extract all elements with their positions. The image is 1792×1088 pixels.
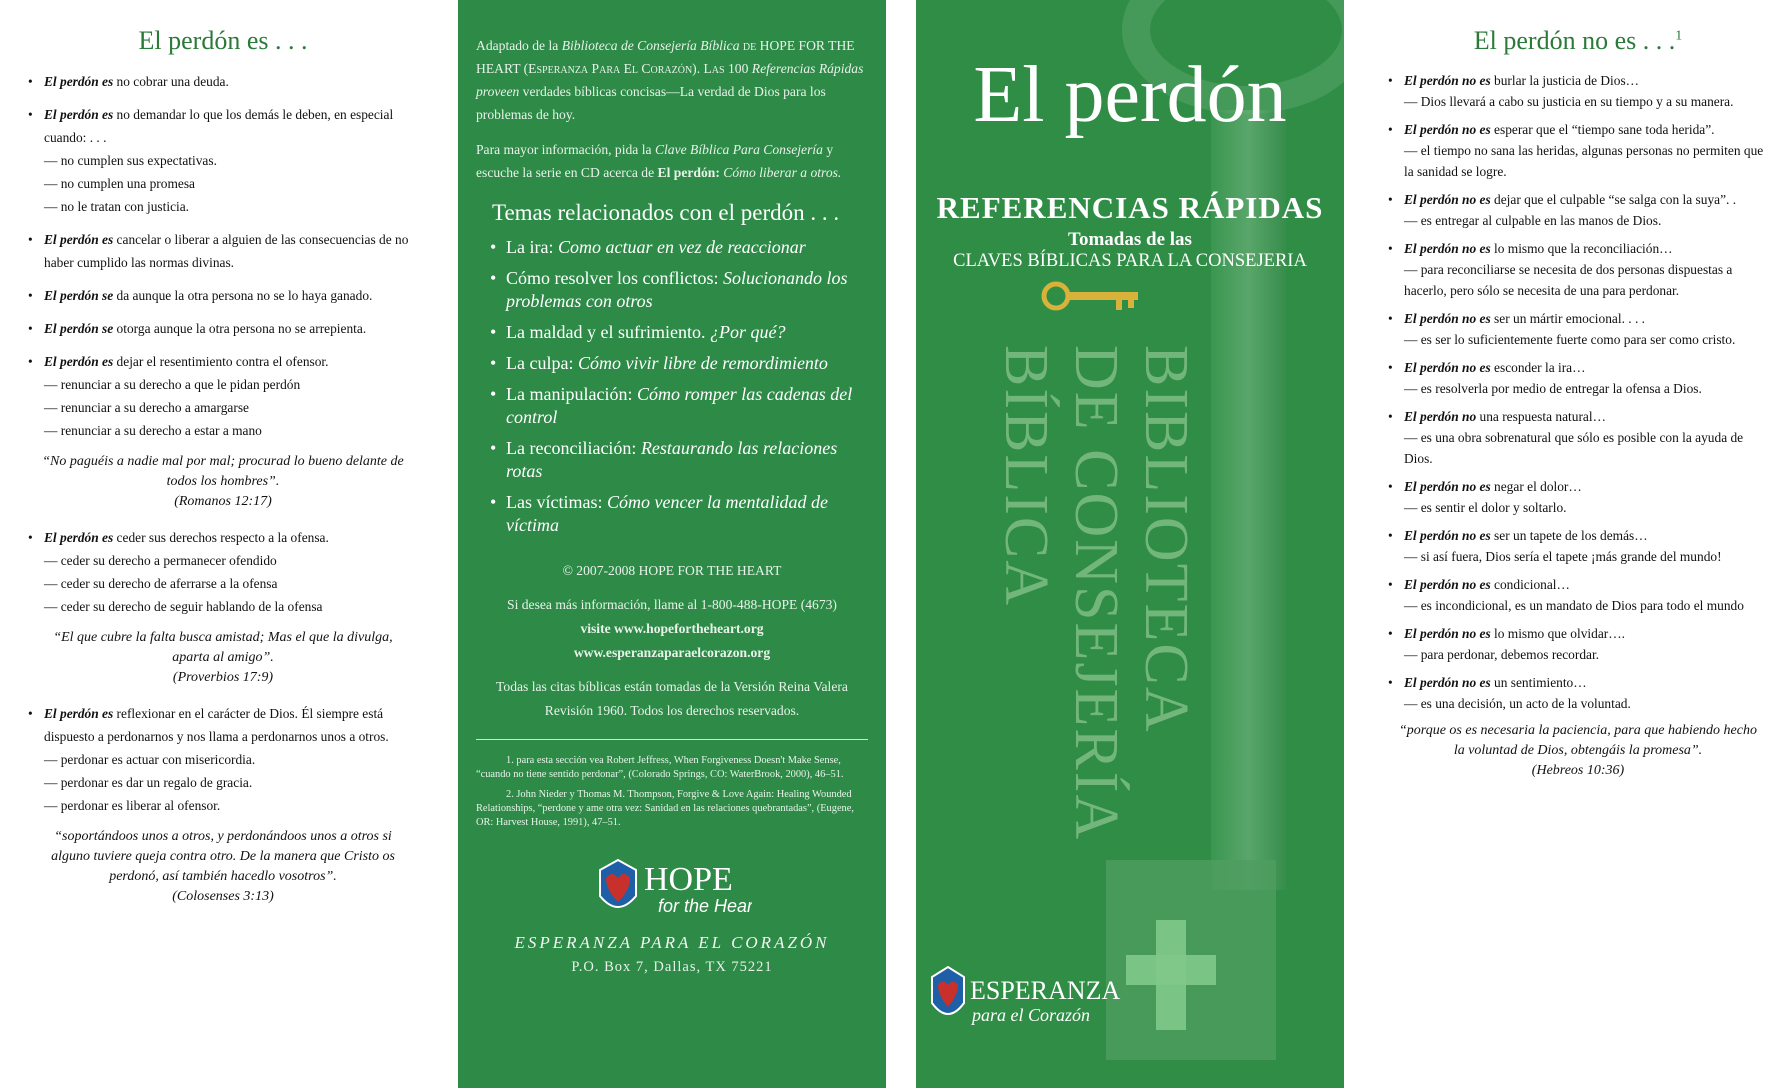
- related-topics-title: Temas relacionados con el perdón . . .: [492, 200, 840, 225]
- sub-item: — ceder su derecho a permanecer ofendido: [44, 553, 277, 568]
- website-link[interactable]: visite www.hopefortheheart.org: [580, 621, 764, 636]
- intro-paragraph-1: Adaptado de la Biblioteca de Consejería Bíblica de HOPE FOR THE HEART (Esperanza Para El Corazón). Las 100 Referencias Rápidas proveen verdades bíblicas concisas—La verdad de Dios para los problemas de hoy.: [476, 38, 864, 122]
- related-topic[interactable]: • La reconciliación: Restaurando las relaciones rotas: [492, 437, 868, 483]
- quote-romanos: “No paguéis a nadie mal por mal; procurad lo bueno delante de todos los hombres”. (Romanos 12:17): [42, 454, 404, 509]
- svg-text:ESPERANZA: ESPERANZA: [970, 976, 1121, 1005]
- panel-forgiveness-is: [28, 0, 418, 1088]
- sub-item: — renunciar a su derecho a amargarse: [44, 400, 249, 415]
- sub-item: — para reconciliarse se necesita de dos personas dispuestas a hacerlo, pero sólo se necesita de una para perdonar.: [1404, 262, 1733, 298]
- list-forgiveness-is-2: [28, 526, 418, 618]
- quote-proverbios: “El que cubre la falta busca amistad; Mas el que la divulga, aparta al amigo”. (Proverbios 17:9): [53, 630, 393, 685]
- sub-item: — perdonar es actuar con misericordia.: [44, 752, 256, 767]
- quote-colosenses: “soportándoos unos a otros, y perdonándoos unos a otros si alguno tuviere queja contra otro. De la manera que Cristo os perdonó, así también hacedlo vosotros”. (Colosenses 3:13): [51, 829, 395, 904]
- list-item: • El perdón no es burlar la justicia de Dios… — Dios llevará a cabo su justicia en su tiempo y a su manera.: [1388, 70, 1768, 112]
- sub-item: — es una obra sobrenatural que sólo es posible con la ayuda de Dios.: [1404, 430, 1744, 466]
- sub-item: — perdonar es liberar al ofensor.: [44, 798, 221, 813]
- sub-item: — no cumplen una promesa: [44, 176, 195, 191]
- list-item: • El perdón no es un sentimiento… — es una decisión, un acto de la voluntad.: [1388, 672, 1768, 714]
- list-item: • El perdón no es ser un tapete de los demás… — si así fuera, Dios sería el tapete ¡más grande del mundo!: [1388, 525, 1768, 567]
- sub-item: — renunciar a su derecho a estar a mano: [44, 423, 262, 438]
- list-item: • El perdón no es lo mismo que olvidar…. — para perdonar, debemos recordar.: [1388, 623, 1768, 665]
- divider: [476, 739, 868, 740]
- rights-statement: Todas las citas bíblicas están tomadas de la Versión Reina Valera Revisión 1960. Todos los derechos reservados.: [496, 679, 848, 718]
- website-link-es[interactable]: www.esperanzaparaelcorazon.org: [573, 645, 771, 660]
- esperanza-tagline: ESPERANZA PARA EL CORAZÓN: [514, 933, 830, 952]
- panel-title-not: El perdón no es . . .$^1$: [1473, 26, 1683, 55]
- cover-title: El perdón: [973, 51, 1287, 139]
- footnote-2: 2. John Nieder y Thomas M. Thompson, Forgive & Love Again: Healing Wounded Relationships, “perdone y ame otra vez: Sanidad en las relaciones quebrantadas”, (Eugene, OR: Harvest House, 1991), 47–51.: [476, 789, 854, 828]
- footnote-1: 1. para esta sección vea Robert Jeffress, When Forgiveness Doesn't Make Sense, “cuando no tiene sentido perdonar”, (Colorado Springs, CO: WaterBrook, 2000), 46–51.: [476, 755, 844, 780]
- list-item: • El perdón no es condicional… — es incondicional, es un mandato de Dios para todo el mundo: [1388, 574, 1768, 616]
- sub-item: — es una decisión, un acto de la voluntad.: [1404, 696, 1631, 711]
- panel-cover: [916, 0, 1344, 1088]
- panel-title: El perdón es . . .: [138, 26, 308, 55]
- sub-item: — renunciar a su derecho a que le pidan perdón: [44, 377, 301, 392]
- list-item: • El perdón no es ser un mártir emocional. . . . — es ser lo suficientemente fuerte como para ser como cristo.: [1388, 308, 1768, 350]
- list-item: • El perdón no una respuesta natural… — es una obra sobrenatural que sólo es posible con la ayuda de Dios.: [1388, 406, 1768, 469]
- mailing-address: P.O. Box 7, Dallas, TX 75221: [571, 959, 773, 975]
- list-item: • El perdón es ceder sus derechos respecto a la ofensa. — ceder su derecho a permanecer ofendido — ceder su derecho de aferrarse a la ofensa — ceder su derecho de seguir hablando de la ofensa: [28, 526, 418, 618]
- related-topic[interactable]: • La maldad y el sufrimiento. ¿Por qué?: [492, 321, 868, 344]
- list-item: • El perdón no es lo mismo que la reconciliación… — para reconciliarse se necesita de dos personas dispuestas a hacerlo, pero sólo se necesita de una para perdonar.: [1388, 238, 1768, 301]
- sub-item: — es entregar al culpable en las manos de Dios.: [1404, 213, 1662, 228]
- list-item: • El perdón es no cobrar una deuda.: [28, 74, 229, 89]
- panel-info: [458, 0, 886, 1088]
- quote-hebreos: “porque os es necesaria la paciencia, para que habiendo hecho la voluntad de Dios, obtengáis la promesa”. (Hebreos 10:36): [1399, 723, 1757, 778]
- list-item: • El perdón es dejar el resentimiento contra el ofensor. — renunciar a su derecho a que le pidan perdón — renunciar a su derecho a amargarse — renunciar a su derecho a estar a mano: [28, 350, 418, 442]
- svg-text:para el Corazón: para el Corazón: [972, 1005, 1091, 1025]
- intro-paragraph-2: Para mayor información, pida la Clave Bíblica Para Consejería y escuche la serie en CD acerca de El perdón: Cómo liberar a otros.: [476, 142, 842, 180]
- copyright: © 2007-2008 HOPE FOR THE HEART: [562, 563, 782, 578]
- hope-logo: [476, 856, 868, 927]
- panel-forgiveness-is-not: [1388, 0, 1768, 1088]
- list-item: • El perdón es no demandar lo que los demás le deben, en especial cuando: . . . — no cumplen sus expectativas. — no cumplen una promesa — no le tratan con justicia.: [28, 103, 418, 218]
- list-item: • El perdón no es negar el dolor… — es sentir el dolor y soltarlo.: [1388, 476, 1768, 518]
- list-forgiveness-is-3: [28, 702, 418, 817]
- list-item: • El perdón es cancelar o liberar a alguien de las consecuencias de no haber cumplido las normas divinas.: [28, 232, 409, 270]
- sub-item: — perdonar es dar un regalo de gracia.: [44, 775, 253, 790]
- vertical-title-3: BÍBLICA: [992, 345, 1060, 607]
- list-item: • El perdón se otorga aunque la otra persona no se arrepienta.: [28, 321, 367, 336]
- svg-text:HOPE: HOPE: [644, 861, 733, 898]
- list-item: • El perdón no es esperar que el “tiempo sane toda herida”. — el tiempo no sana las heridas, algunas personas no permiten que la sanidad se logre.: [1388, 119, 1768, 182]
- sub-item: — no cumplen sus expectativas.: [44, 153, 217, 168]
- list-forgiveness-is-not: [1388, 70, 1768, 714]
- related-topic[interactable]: • Cómo resolver los conflictos: Solucionando los problemas con otros: [492, 267, 868, 313]
- hope-heart-icon: [592, 856, 752, 922]
- list-item: • El perdón no es dejar que el culpable “se salga con la suya”. . — es entregar al culpable en las manos de Dios.: [1388, 189, 1768, 231]
- sub-item: — el tiempo no sana las heridas, algunas personas no permiten que la sanidad se logre.: [1404, 143, 1764, 179]
- related-topic[interactable]: • Las víctimas: Cómo vencer la mentalidad de víctima: [492, 491, 868, 537]
- sub-item: — Dios llevará a cabo su justicia en su tiempo y a su manera.: [1404, 94, 1734, 109]
- list-forgiveness-is: [28, 70, 418, 442]
- sub-item: — para perdonar, debemos recordar.: [1404, 647, 1600, 662]
- related-topic[interactable]: • La culpa: Cómo vivir libre de remordimiento: [492, 352, 868, 375]
- svg-text:for the Heart: for the Heart: [658, 896, 752, 916]
- esperanza-logo: [928, 965, 1128, 1040]
- cover-subtitle-2: Tomadas de las: [1068, 229, 1192, 250]
- vertical-title-2: DE CONSEJERÍA: [1062, 345, 1130, 842]
- related-topic[interactable]: • La manipulación: Cómo romper las cadenas del control: [492, 383, 868, 429]
- sub-item: — es ser lo suficientemente fuerte como para ser como cristo.: [1404, 332, 1736, 347]
- related-topic[interactable]: • La ira: Como actuar en vez de reaccionar: [492, 236, 868, 259]
- sub-item: — es sentir el dolor y soltarlo.: [1404, 500, 1567, 515]
- related-topics-list: [476, 236, 868, 537]
- list-item: • El perdón se da aunque la otra persona no se lo haya ganado.: [28, 288, 373, 303]
- sub-item: — ceder su derecho de seguir hablando de la ofensa: [44, 599, 323, 614]
- sub-item: — no le tratan con justicia.: [44, 199, 190, 214]
- list-item: • El perdón no es esconder la ira… — es resolverla por medio de entregar la ofensa a Dios.: [1388, 357, 1768, 399]
- sub-item: — es resolverla por medio de entregar la ofensa a Dios.: [1404, 381, 1702, 396]
- sub-item: — si así fuera, Dios sería el tapete ¡más grande del mundo!: [1404, 549, 1722, 564]
- vertical-title-1: BIBLIOTECA: [1132, 345, 1200, 734]
- contact-info: Si desea más información, llame al 1-800-488-HOPE (4673) visite www.hopefortheheart.org www.esperanzaparaelcorazon.org: [507, 597, 837, 660]
- sub-item: — es incondicional, es un mandato de Dios para todo el mundo: [1404, 598, 1744, 613]
- gold-key-icon: [1044, 284, 1138, 310]
- cover-subtitle: REFERENCIAS RÁPIDAS: [936, 190, 1324, 225]
- sub-item: — ceder su derecho de aferrarse a la ofensa: [44, 576, 278, 591]
- list-item: • El perdón es reflexionar en el carácter de Dios. Él siempre está dispuesto a perdonarnos y nos llama a perdonarnos unos a otros. — perdonar es actuar con misericordia. — perdonar es dar un regalo de gracia. — perdonar es liberar al ofensor.: [28, 702, 418, 817]
- cover-subtitle-3: CLAVES BÍBLICAS PARA LA CONSEJERIA: [953, 251, 1307, 271]
